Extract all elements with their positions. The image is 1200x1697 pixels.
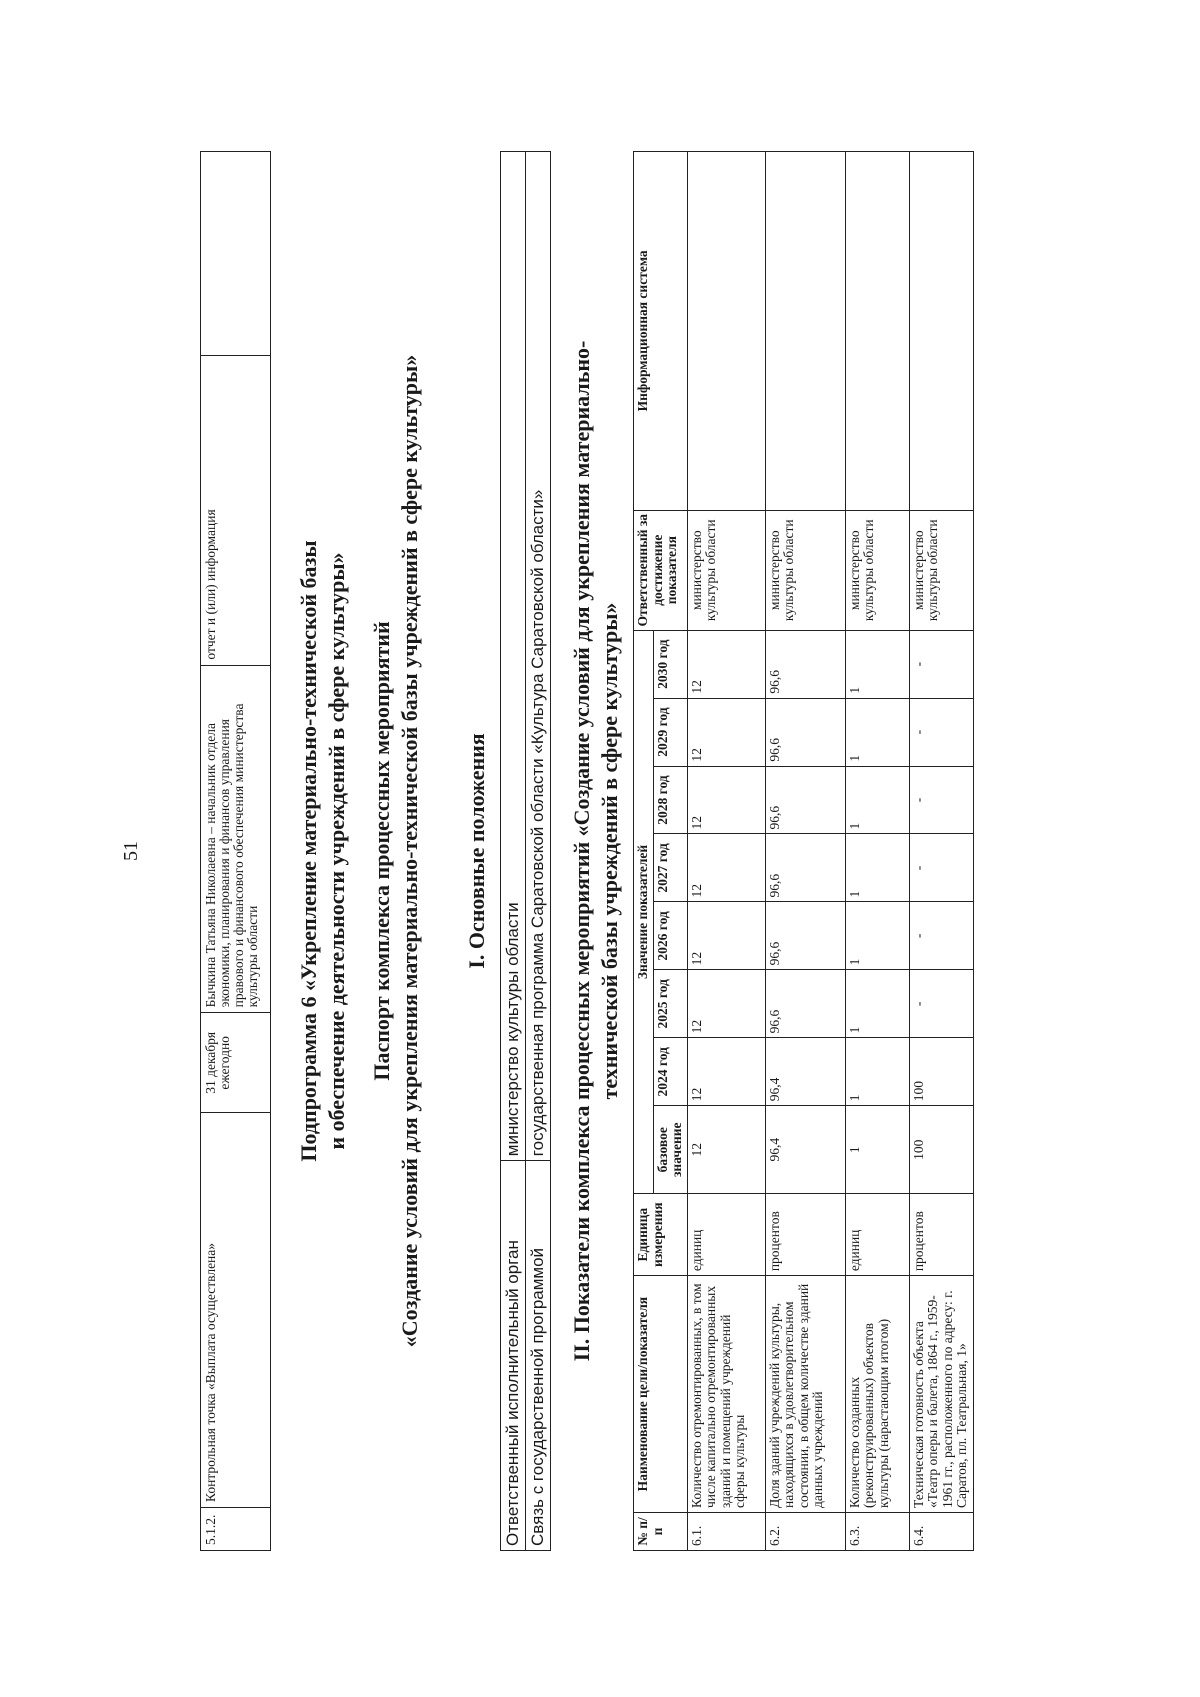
row-info-system <box>201 152 271 356</box>
row-date: 31 декабря ежегодно <box>201 1013 271 1113</box>
row-doc-type: отчет и (или) информация <box>201 355 271 665</box>
section-2-title: II. Показатели комплекса процессных мероприятий «Создание условий для укрепления материально- технической базы учреждений в сфере культуры» <box>569 340 622 1362</box>
col-unit: Единица измерения <box>634 1194 688 1276</box>
subprogram-title: Подпрограмма 6 «Укрепление материально-технической базы и обеспечение деятельности учреждений в сфере культуры» <box>296 540 349 1162</box>
page-number: 51 <box>120 841 142 861</box>
col-num: № п/п <box>634 1513 688 1551</box>
row-name: Контрольная точка «Выплата осуществлена» <box>201 1113 271 1508</box>
table-row: 6.3. Количество созданных (реконструированных) объектов культуры (нарастающим итогом) единиц 1 1 1 1 1 1 1 1 министерство культуры области <box>845 152 909 1551</box>
col-responsible: Ответственный за достижение показателя <box>634 510 688 630</box>
indicators-table <box>633 151 974 1551</box>
col-year: 2030 год <box>653 630 687 698</box>
table-row <box>201 152 271 1551</box>
col-year: 2025 год <box>653 970 687 1038</box>
basics-value: государственная программа Саратовской области «Культура Саратовской области» <box>526 152 551 1161</box>
col-year: 2026 год <box>653 902 687 970</box>
col-year: 2027 год <box>653 834 687 902</box>
col-year: 2028 год <box>653 766 687 834</box>
table-row: 6.2. Доля зданий учреждений культуры, находящихся в удовлетворительном состоянии, в общем количестве зданий данных учреждений процентов 96,4 96,4 96,6 96,6 96,6 96,6 96,6 96,6 министерство культуры области <box>765 152 845 1551</box>
row-number: 5.1.2. <box>201 1508 271 1551</box>
basics-label: Ответственный исполнительный орган <box>501 1161 526 1551</box>
col-year: 2024 год <box>653 1038 687 1106</box>
col-values-group: Значение показателей <box>634 630 654 1194</box>
passport-title: Паспорт комплекса процессных мероприятий «Создание условий для укрепления материально-технической базы учреждений в сфере культуры» <box>369 354 422 1348</box>
basics-value: министерство культуры области <box>501 152 526 1161</box>
basics-table <box>500 151 551 1551</box>
col-base: базовое значение <box>653 1106 687 1194</box>
row-responsible: Бычкина Татьяна Николаевна – начальник отдела экономики, планирования и финансов управления правового и финансового обеспечения министерства культуры области <box>201 665 271 1013</box>
rotated-page <box>120 151 980 1551</box>
col-info-system: Информационная система <box>634 152 688 511</box>
basics-label: Связь с государственной программой <box>526 1161 551 1551</box>
control-points-table <box>200 151 271 1551</box>
col-name: Наименование цели/показателя <box>634 1276 688 1513</box>
table-row: 6.1. Количество отремонтированных, в том числе капитально отремонтированных зданий и помещений учреждений сферы культуры единиц 12 12 12 12 12 12 12 12 министерство культуры области <box>687 152 765 1551</box>
table-header-row <box>634 152 654 1551</box>
table-row: 6.4. Техническая готовность объекта «Театр оперы и балета, 1864 г., 1959-1961 гг., расположенного по адресу: г. Саратов, пл. Театральная, 1» процентов 100 100 - - - - - - министерство культуры области <box>909 152 973 1551</box>
table-row <box>526 152 551 1551</box>
col-year: 2029 год <box>653 698 687 766</box>
section-1-title: I. Основные положения <box>464 733 489 969</box>
table-row <box>501 152 526 1551</box>
